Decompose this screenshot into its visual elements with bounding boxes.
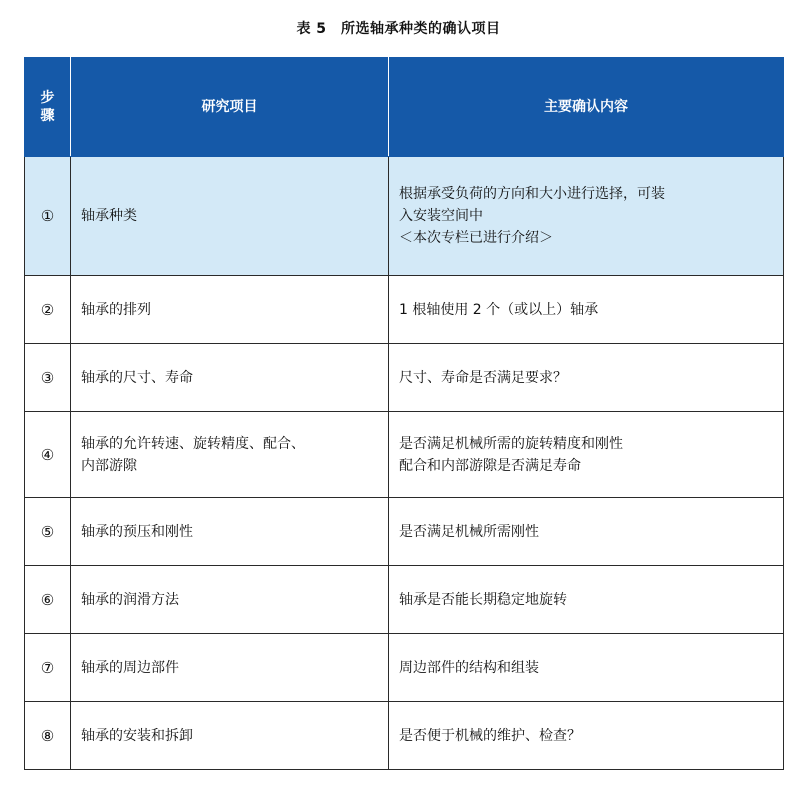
table-header-row	[25, 58, 784, 157]
row-content	[389, 566, 784, 634]
row-content	[389, 412, 784, 498]
row-content-line: 入安装空间中	[399, 208, 483, 224]
row-item-line: 轴承的预压和刚性	[81, 523, 193, 540]
row-item	[71, 276, 389, 344]
row-content	[389, 276, 784, 344]
row-item-line: 轴承的尺寸、寿命	[81, 369, 193, 386]
row-step: ⑧	[25, 702, 71, 770]
row-content-line: 轴承是否能长期稳定地旋转	[399, 591, 567, 608]
row-item-line: 轴承的润滑方法	[81, 591, 179, 608]
row-item	[71, 634, 389, 702]
table-row	[25, 498, 784, 566]
table-row	[25, 566, 784, 634]
header-content: 主要确认内容	[389, 58, 784, 157]
row-item-line: 轴承的排列	[81, 301, 151, 318]
row-content	[389, 702, 784, 770]
row-content-line: 根据承受负荷的方向和大小进行选择，可装	[399, 186, 665, 202]
row-item-line: 轴承的安装和拆卸	[81, 727, 193, 744]
table-row	[25, 412, 784, 498]
row-step: ⑦	[25, 634, 71, 702]
row-content-line: 是否满足机械所需的旋转精度和刚性	[399, 435, 623, 452]
row-step: ①	[25, 157, 71, 276]
row-content-line: 是否满足机械所需刚性	[399, 523, 539, 540]
row-item	[71, 412, 389, 498]
table-row	[25, 157, 784, 276]
row-content-line: 周边部件的结构和组装	[399, 659, 539, 676]
row-step: ③	[25, 344, 71, 412]
row-item	[71, 498, 389, 566]
row-content	[389, 157, 784, 276]
row-content	[389, 344, 784, 412]
header-step-line1: 步	[40, 90, 55, 106]
bearing-check-table	[24, 57, 784, 770]
row-content	[389, 634, 784, 702]
row-item	[71, 157, 389, 276]
row-content-line: 尺寸、寿命是否满足要求？	[399, 369, 567, 386]
row-item-line: 轴承的周边部件	[81, 659, 179, 676]
row-step: ④	[25, 412, 71, 498]
header-item: 研究项目	[71, 58, 389, 157]
row-step: ⑤	[25, 498, 71, 566]
row-step: ⑥	[25, 566, 71, 634]
row-item	[71, 344, 389, 412]
row-content-line: 配合和内部游隙是否满足寿命	[399, 457, 581, 474]
table-row	[25, 634, 784, 702]
row-item-line: 轴承种类	[81, 208, 137, 224]
table-caption: 表 5 所选轴承种类的确认项目	[296, 21, 501, 37]
row-step: ②	[25, 276, 71, 344]
header-step-line2: 骤	[40, 108, 55, 124]
table-row	[25, 276, 784, 344]
row-item-line: 轴承的允许转速、旋转精度、配合、	[81, 435, 305, 452]
row-content-line: 1 根轴使用 2 个（或以上）轴承	[399, 301, 599, 318]
row-item	[71, 566, 389, 634]
row-item	[71, 702, 389, 770]
table-row	[25, 344, 784, 412]
row-content	[389, 498, 784, 566]
row-item-line: 内部游隙	[81, 457, 137, 474]
row-content-line: ＜本次专栏已进行介绍＞	[399, 230, 553, 246]
row-content-line: 是否便于机械的维护、检查？	[399, 727, 581, 744]
header-step	[25, 58, 71, 157]
table-row	[25, 702, 784, 770]
